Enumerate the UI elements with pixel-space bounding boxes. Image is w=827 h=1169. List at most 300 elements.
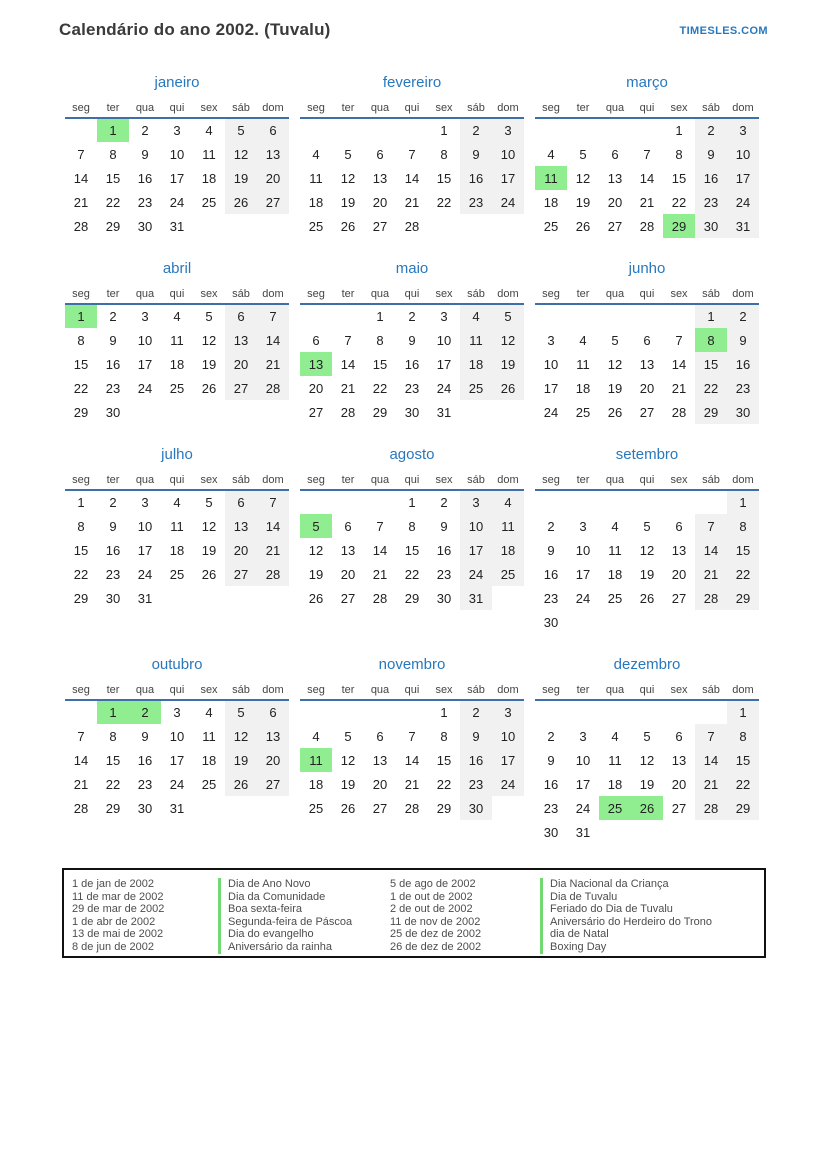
day-cell: 20: [308, 380, 324, 396]
day-cell: 10: [460, 514, 492, 538]
legend-date: 8 de jun de 2002: [72, 940, 154, 953]
day-cell: 10: [727, 142, 759, 166]
empty-cell: [300, 700, 332, 724]
legend-holiday-name: Boa sexta-feira: [218, 903, 384, 916]
day-cell: 6: [643, 332, 651, 348]
day-cell: 31: [460, 586, 492, 610]
weekday-header: sex: [663, 284, 695, 304]
month-title[interactable]: julho: [161, 446, 193, 463]
legend-holiday-name: dia de Natal: [540, 928, 758, 941]
day-cell: 8: [376, 332, 384, 348]
empty-cell: [567, 304, 599, 328]
day-cell: 1: [440, 123, 448, 138]
day-cell: 26: [201, 566, 217, 582]
day-cell: 29: [105, 218, 121, 234]
holiday-legend-box: [62, 868, 766, 958]
day-cell: 19: [225, 748, 257, 772]
day-cell: 22: [372, 380, 388, 396]
day-cell: 29: [436, 800, 452, 816]
day-cell: 21: [257, 538, 289, 562]
day-cell: 6: [675, 518, 683, 534]
month-title[interactable]: abril: [162, 260, 192, 277]
legend-date: 2 de out de 2002: [390, 903, 473, 916]
day-cell: 20: [639, 380, 655, 396]
day-cell: 18: [607, 776, 623, 792]
day-cell: 21: [695, 772, 727, 796]
empty-cell: [193, 400, 225, 424]
holiday-legend-grid: [72, 878, 764, 954]
day-cell: 17: [575, 566, 591, 582]
day-cell: 26: [492, 376, 524, 400]
day-cell: 5: [225, 118, 257, 142]
weekday-header: qui: [396, 98, 428, 118]
day-cell: 2: [141, 123, 149, 138]
day-cell: 21: [695, 562, 727, 586]
weekday-header: qua: [599, 98, 631, 118]
empty-cell: [193, 796, 225, 820]
month-outubro: [65, 652, 289, 820]
month-agosto: [300, 442, 524, 610]
weekday-header: sáb: [695, 98, 727, 118]
weekday-header: qui: [161, 284, 193, 304]
day-cell: 21: [73, 776, 89, 792]
empty-cell: [65, 700, 97, 724]
weekday-header: sex: [193, 470, 225, 490]
day-cell: 4: [460, 304, 492, 328]
empty-cell: [492, 796, 524, 820]
weekday-header: ter: [332, 470, 364, 490]
legend-holiday-name: Dia de Tuvalu: [540, 891, 758, 904]
day-cell: 8: [440, 728, 448, 744]
day-cell: 17: [460, 538, 492, 562]
month-title[interactable]: outubro: [151, 656, 203, 673]
weekday-header: sáb: [225, 98, 257, 118]
legend-holiday-name: Dia de Ano Novo: [218, 878, 384, 891]
day-cell: 11: [535, 166, 567, 190]
weekday-header: sáb: [695, 470, 727, 490]
weekday-header: qui: [631, 680, 663, 700]
day-cell: 22: [671, 194, 687, 210]
day-cell: 19: [492, 352, 524, 376]
day-cell: 23: [436, 566, 452, 582]
weekday-header: ter: [97, 680, 129, 700]
day-cell: 18: [575, 380, 591, 396]
weekday-header: sáb: [225, 680, 257, 700]
day-cell: 14: [257, 328, 289, 352]
weekday-header: sex: [428, 470, 460, 490]
day-cell: 10: [543, 356, 559, 372]
empty-cell: [567, 700, 599, 724]
day-cell: 30: [543, 614, 559, 630]
day-cell: 23: [105, 566, 121, 582]
day-cell: 3: [173, 123, 181, 138]
day-cell: 17: [169, 752, 185, 768]
weekday-header: dom: [492, 680, 524, 700]
day-cell: 7: [408, 728, 416, 744]
day-cell: 1: [408, 495, 416, 510]
weekday-header: seg: [535, 284, 567, 304]
day-cell: 27: [639, 404, 655, 420]
day-cell: 4: [312, 146, 320, 162]
day-cell: 5: [344, 728, 352, 744]
day-cell: 9: [141, 728, 149, 744]
empty-cell: [161, 400, 193, 424]
empty-cell: [599, 700, 631, 724]
day-cell: 15: [105, 170, 121, 186]
legend-holiday-name: Feriado do Dia de Tuvalu: [540, 903, 758, 916]
weekday-header: seg: [65, 680, 97, 700]
day-cell: 8: [675, 146, 683, 162]
weekday-header: ter: [332, 98, 364, 118]
day-cell: 16: [105, 542, 121, 558]
day-cell: 25: [169, 380, 185, 396]
empty-cell: [364, 700, 396, 724]
weekday-header: sex: [428, 98, 460, 118]
weekday-header: seg: [300, 680, 332, 700]
day-cell: 12: [639, 752, 655, 768]
day-cell: 16: [460, 166, 492, 190]
day-cell: 26: [201, 380, 217, 396]
month-julho: [65, 442, 289, 610]
day-cell: 26: [225, 772, 257, 796]
day-cell: 6: [376, 146, 384, 162]
day-cell: 22: [436, 776, 452, 792]
day-cell: 5: [643, 728, 651, 744]
empty-cell: [492, 214, 524, 238]
month-table: [535, 284, 759, 424]
day-cell: 25: [492, 562, 524, 586]
day-cell: 20: [372, 194, 388, 210]
empty-cell: [631, 118, 663, 142]
day-cell: 13: [257, 142, 289, 166]
weekday-header: qua: [599, 284, 631, 304]
day-cell: 5: [225, 700, 257, 724]
weekday-header: dom: [257, 284, 289, 304]
empty-cell: [535, 700, 567, 724]
month-title[interactable]: fevereiro: [382, 74, 442, 91]
day-cell: 11: [309, 170, 323, 186]
day-cell: 7: [408, 146, 416, 162]
day-cell: 16: [105, 356, 121, 372]
empty-cell: [663, 610, 695, 634]
day-cell: 5: [611, 332, 619, 348]
empty-cell: [332, 700, 364, 724]
day-cell: 13: [671, 752, 687, 768]
empty-cell: [695, 490, 727, 514]
day-cell: 27: [671, 590, 687, 606]
day-cell: 29: [73, 590, 89, 606]
day-cell: 5: [205, 309, 213, 324]
empty-cell: [225, 400, 257, 424]
site-logo-link[interactable]: TIMESLES.COM: [679, 25, 768, 37]
day-cell: 3: [141, 309, 149, 324]
day-cell: 10: [169, 728, 185, 744]
empty-cell: [727, 820, 759, 844]
day-cell: 10: [575, 752, 591, 768]
day-cell: 1: [675, 123, 683, 138]
day-cell: 18: [169, 356, 185, 372]
weekday-header: qui: [161, 470, 193, 490]
day-cell: 25: [169, 566, 185, 582]
month-table: [535, 680, 759, 844]
day-cell: 21: [257, 352, 289, 376]
day-cell: 8: [727, 724, 759, 748]
day-cell: 27: [607, 218, 623, 234]
day-cell: 24: [575, 800, 591, 816]
day-cell: 24: [436, 380, 452, 396]
day-cell: 26: [340, 218, 356, 234]
legend-holiday-name: Aniversário da rainha: [218, 941, 384, 954]
page-title: Calendário do ano 2002. (Tuvalu): [59, 20, 331, 39]
day-cell: 14: [73, 752, 89, 768]
day-cell: 1: [97, 700, 129, 724]
day-cell: 20: [671, 566, 687, 582]
month-junho: [535, 256, 759, 424]
day-cell: 15: [695, 352, 727, 376]
day-cell: 24: [492, 772, 524, 796]
day-cell: 1: [440, 705, 448, 720]
day-cell: 19: [340, 776, 356, 792]
day-cell: 29: [727, 796, 759, 820]
day-cell: 11: [300, 748, 332, 772]
day-cell: 1: [65, 304, 97, 328]
weekday-header: dom: [492, 284, 524, 304]
weekday-header: ter: [97, 284, 129, 304]
month-title[interactable]: maio: [395, 260, 429, 277]
weekday-header: seg: [300, 98, 332, 118]
day-cell: 25: [599, 796, 631, 820]
empty-cell: [631, 700, 663, 724]
day-cell: 18: [460, 352, 492, 376]
day-cell: 19: [308, 566, 324, 582]
weekday-header: seg: [535, 98, 567, 118]
day-cell: 31: [169, 800, 185, 816]
weekday-header: sáb: [225, 284, 257, 304]
day-cell: 24: [169, 194, 185, 210]
day-cell: 27: [257, 772, 289, 796]
day-cell: 12: [607, 356, 623, 372]
day-cell: 16: [404, 356, 420, 372]
day-cell: 17: [727, 166, 759, 190]
day-cell: 2: [440, 495, 448, 510]
empty-cell: [65, 118, 97, 142]
day-cell: 31: [169, 218, 185, 234]
empty-cell: [599, 820, 631, 844]
day-cell: 13: [372, 752, 388, 768]
day-cell: 22: [436, 194, 452, 210]
day-cell: 8: [440, 146, 448, 162]
day-cell: 31: [727, 214, 759, 238]
day-cell: 10: [575, 542, 591, 558]
day-cell: 2: [727, 304, 759, 328]
day-cell: 3: [547, 332, 555, 348]
day-cell: 15: [436, 752, 452, 768]
weekday-header: seg: [300, 284, 332, 304]
day-cell: 24: [137, 380, 153, 396]
day-cell: 17: [137, 542, 153, 558]
day-cell: 16: [543, 776, 559, 792]
day-cell: 6: [257, 118, 289, 142]
day-cell: 15: [727, 538, 759, 562]
day-cell: 6: [225, 304, 257, 328]
day-cell: 21: [671, 380, 687, 396]
day-cell: 13: [225, 328, 257, 352]
day-cell: 10: [492, 142, 524, 166]
day-cell: 7: [695, 514, 727, 538]
day-cell: 5: [579, 146, 587, 162]
day-cell: 13: [300, 352, 332, 376]
day-cell: 23: [460, 772, 492, 796]
day-cell: 16: [727, 352, 759, 376]
day-cell: 18: [201, 170, 217, 186]
day-cell: 15: [105, 752, 121, 768]
day-cell: 28: [695, 586, 727, 610]
day-cell: 26: [631, 796, 663, 820]
weekday-header: sáb: [695, 284, 727, 304]
day-cell: 26: [308, 590, 324, 606]
month-title[interactable]: agosto: [389, 446, 435, 463]
weekday-header: ter: [332, 284, 364, 304]
day-cell: 2: [408, 309, 416, 324]
day-cell: 17: [436, 356, 452, 372]
legend-date: 11 de nov de 2002: [390, 915, 481, 928]
day-cell: 2: [547, 518, 555, 534]
empty-cell: [492, 586, 524, 610]
day-cell: 15: [372, 356, 388, 372]
day-cell: 9: [695, 142, 727, 166]
weekday-header: qua: [599, 470, 631, 490]
weekday-header: sáb: [460, 470, 492, 490]
day-cell: 8: [727, 514, 759, 538]
day-cell: 28: [257, 376, 289, 400]
month-table: [300, 470, 524, 610]
day-cell: 9: [547, 542, 555, 558]
legend-date: 13 de mai de 2002: [72, 928, 164, 941]
month-title[interactable]: janeiro: [154, 74, 200, 91]
month-março: [535, 70, 759, 238]
day-cell: 28: [257, 562, 289, 586]
empty-cell: [567, 610, 599, 634]
day-cell: 17: [492, 748, 524, 772]
day-cell: 21: [404, 776, 420, 792]
day-cell: 24: [543, 404, 559, 420]
day-cell: 8: [109, 728, 117, 744]
day-cell: 4: [205, 705, 213, 720]
weekday-header: qui: [161, 98, 193, 118]
day-cell: 27: [257, 190, 289, 214]
day-cell: 4: [205, 123, 213, 138]
month-title[interactable]: junho: [628, 260, 666, 277]
day-cell: 4: [611, 728, 619, 744]
day-cell: 10: [492, 724, 524, 748]
day-cell: 6: [312, 332, 320, 348]
day-cell: 12: [340, 752, 356, 768]
day-cell: 12: [201, 332, 217, 348]
day-cell: 3: [460, 490, 492, 514]
empty-cell: [257, 400, 289, 424]
weekday-header: sex: [193, 680, 225, 700]
weekday-header: seg: [535, 470, 567, 490]
day-cell: 3: [440, 309, 448, 324]
day-cell: 14: [695, 748, 727, 772]
day-cell: 3: [173, 705, 181, 720]
weekday-header: dom: [492, 470, 524, 490]
weekday-header: dom: [727, 98, 759, 118]
day-cell: 26: [575, 218, 591, 234]
day-cell: 9: [440, 518, 448, 534]
day-cell: 25: [575, 404, 591, 420]
month-title[interactable]: setembro: [615, 446, 679, 463]
day-cell: 11: [576, 356, 590, 372]
day-cell: 8: [408, 518, 416, 534]
legend-holiday-name: Aniversário do Herdeiro do Trono: [540, 916, 758, 929]
day-cell: 27: [225, 562, 257, 586]
day-cell: 12: [340, 170, 356, 186]
day-cell: 24: [575, 590, 591, 606]
day-cell: 2: [460, 700, 492, 724]
empty-cell: [695, 610, 727, 634]
day-cell: 19: [607, 380, 623, 396]
day-cell: 26: [340, 800, 356, 816]
empty-cell: [535, 304, 567, 328]
day-cell: 9: [408, 332, 416, 348]
month-janeiro: [65, 70, 289, 238]
day-cell: 18: [169, 542, 185, 558]
day-cell: 17: [543, 380, 559, 396]
day-cell: 27: [372, 218, 388, 234]
day-cell: 20: [225, 538, 257, 562]
empty-cell: [332, 490, 364, 514]
day-cell: 2: [109, 309, 117, 324]
day-cell: 24: [727, 190, 759, 214]
day-cell: 9: [727, 328, 759, 352]
month-table: [65, 680, 289, 820]
day-cell: 5: [492, 304, 524, 328]
empty-cell: [332, 304, 364, 328]
day-cell: 16: [137, 752, 153, 768]
day-cell: 16: [543, 566, 559, 582]
weekday-header: sáb: [225, 470, 257, 490]
weekday-header: ter: [567, 98, 599, 118]
legend-date: 26 de dez de 2002: [390, 940, 482, 953]
day-cell: 19: [639, 566, 655, 582]
day-cell: 4: [492, 490, 524, 514]
day-cell: 13: [607, 170, 623, 186]
day-cell: 8: [109, 146, 117, 162]
empty-cell: [460, 214, 492, 238]
day-cell: 9: [109, 332, 117, 348]
month-title[interactable]: novembro: [378, 656, 446, 673]
day-cell: 15: [671, 170, 687, 186]
day-cell: 18: [543, 194, 559, 210]
month-setembro: [535, 442, 759, 634]
day-cell: 6: [344, 518, 352, 534]
day-cell: 7: [257, 304, 289, 328]
day-cell: 22: [73, 380, 89, 396]
weekday-header: dom: [727, 680, 759, 700]
day-cell: 29: [727, 586, 759, 610]
day-cell: 4: [611, 518, 619, 534]
day-cell: 29: [404, 590, 420, 606]
month-title[interactable]: dezembro: [613, 656, 681, 673]
month-title[interactable]: março: [626, 74, 668, 91]
month-dezembro: [535, 652, 759, 844]
day-cell: 10: [169, 146, 185, 162]
day-cell: 3: [579, 518, 587, 534]
day-cell: 10: [137, 518, 153, 534]
day-cell: 17: [575, 776, 591, 792]
day-cell: 27: [225, 376, 257, 400]
